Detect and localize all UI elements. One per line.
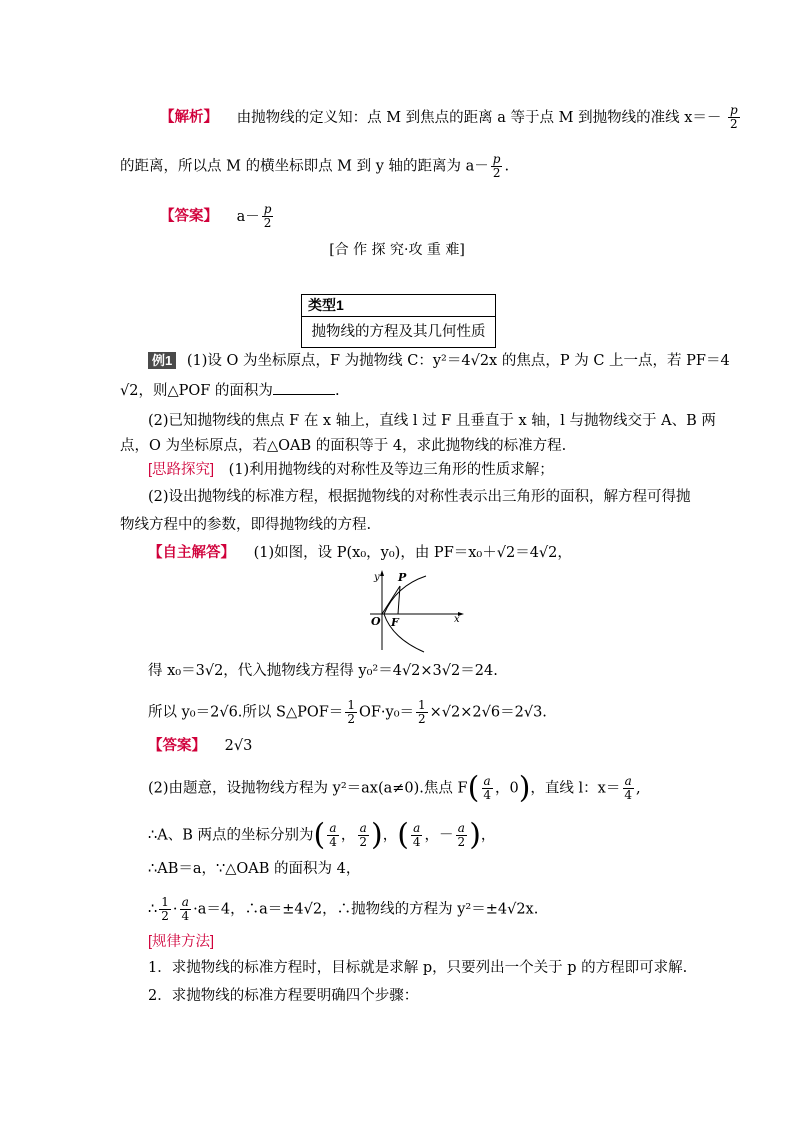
- parabola-figure: [362, 568, 470, 654]
- zizhu-line-1: 【自主解答】 (1)如图，设 P(x₀，y₀)，由 PF＝x₀＋√2＝4√2，: [148, 545, 572, 561]
- fraction-a-over-4: $\frac{a}{4}$: [624, 774, 632, 802]
- fraction-a-over-4: $\frac{a}{4}$: [483, 774, 491, 802]
- guilv-label: [规律方法]: [148, 934, 215, 950]
- guilv-item-2: 2．求抛物线的标准方程要明确四个步骤：: [148, 988, 419, 1004]
- type-box-body: 抛物线的方程及其几何性质: [311, 324, 486, 340]
- sol1-line-1: 得 x₀＝3√2，代入抛物线方程得 y₀²＝4√2×3√2＝24.: [148, 663, 498, 679]
- sol2-line-3: ∴AB＝a，∵△OAB 的面积为 4，: [148, 861, 361, 877]
- analysis-text-2: 的距离，所以点 M 的横坐标即点 M 到 y 轴的距离为 a－: [120, 158, 489, 175]
- analysis-text-1: 由抛物线的定义知：点 M 到焦点的距离 a 等于点 M 到抛物线的准线 x＝－: [236, 109, 722, 126]
- silu-label: [思路探究]: [148, 462, 215, 478]
- fraction-p-over-2: $\frac{p}{2}$: [492, 152, 501, 180]
- point-P-label: P: [398, 571, 407, 584]
- answer-blank: [273, 380, 335, 395]
- analysis-line-1: [160, 104, 742, 131]
- answer-2: 【答案】 2√3: [148, 738, 253, 754]
- fraction-half: $\frac{1}{2}$: [347, 698, 355, 726]
- answer-label: 【答案】: [148, 738, 206, 754]
- sol2-line-2: ∴A、B 两点的坐标分别为( $\frac{a}{4}$ ， $\frac{a}{2}$ )，( $\frac{a}{4}$ ，－ $\frac{a}{2}$ )，: [148, 817, 496, 853]
- silu-line-2: (2)设出抛物线的标准方程，根据抛物线的对称性表示出三角形的面积，解方程可得抛: [148, 489, 691, 505]
- answer-1: 【答案】 a－ $\frac{p}{2}$: [160, 202, 272, 230]
- answer-label: 【答案】: [160, 208, 218, 225]
- example-q1-line-1: 例1 (1)设 O 为坐标原点，F 为抛物线 C：y²＝4√2x 的焦点，P 为 C 上一点，若 PF＝4: [148, 351, 730, 371]
- analysis-label: 【解析】: [160, 109, 218, 126]
- example-q1-line-2: √2，则△POF 的面积为 .: [120, 380, 340, 401]
- silu-line-3: 物线方程中的参数，即得抛物线的方程.: [120, 517, 372, 533]
- fraction-half: $\frac{1}{2}$: [418, 698, 426, 726]
- segment-FP: [398, 586, 400, 614]
- sol1-line-2: 所以 y₀＝2√6.所以 S△POF＝ $\frac{1}{2}$ OF·y₀＝ $\frac{1}{2}$ ×√2×2√6＝2√3.: [148, 698, 547, 726]
- analysis-line-2: 的距离，所以点 M 的横坐标即点 M 到 y 轴的距离为 a－ $\frac{p}{2}$ .: [120, 152, 510, 180]
- example-q2-line-2: 点，O 为坐标原点，若△OAB 的面积等于 4，求此抛物线的标准方程.: [120, 438, 567, 454]
- section-title: [合 作 探 究·攻 重 难]: [329, 242, 465, 258]
- origin-label: O: [371, 615, 381, 628]
- guilv-item-1: 1．求抛物线的标准方程时，目标就是求解 p，只要列出一个关于 p 的方程即可求解.: [148, 960, 688, 976]
- focus-F-label: F: [391, 616, 399, 629]
- sol2-line-1: (2)由题意，设抛物线方程为 y²＝ax(a≠0).焦点 F( $\frac{a}{4}$ ，0)，直线 l：x＝ $\frac{a}{4}$ ,: [148, 770, 641, 806]
- y-axis-arrow: [380, 570, 384, 576]
- zizhu-label: 【自主解答】: [148, 545, 235, 561]
- fraction-p-over-2: $\frac{p}{2}$: [263, 202, 272, 230]
- fraction-p-over-2: $\frac{p}{2}$: [730, 103, 738, 131]
- silu-line-1: [思路探究] (1)利用抛物线的对称性及等边三角形的性质求解；: [148, 462, 554, 478]
- y-axis-label: y: [374, 572, 380, 583]
- example-badge: 例1: [148, 352, 176, 369]
- type-box-head: 类型1: [302, 295, 495, 317]
- sol2-line-4: ∴ $\frac{1}{2}$ · $\frac{a}{4}$ ·a＝4，∴a＝±4√2，∴抛物线的方程为 y²＝±4√2x.: [148, 895, 539, 923]
- type-box: [301, 294, 496, 348]
- segment-OP: [382, 586, 400, 614]
- example-q2-line-1: (2)已知抛物线的焦点 F 在 x 轴上，直线 l 过 F 且垂直于 x 轴，l 与抛物线交于 A、B 两: [148, 413, 716, 429]
- x-axis-label: x: [454, 614, 460, 625]
